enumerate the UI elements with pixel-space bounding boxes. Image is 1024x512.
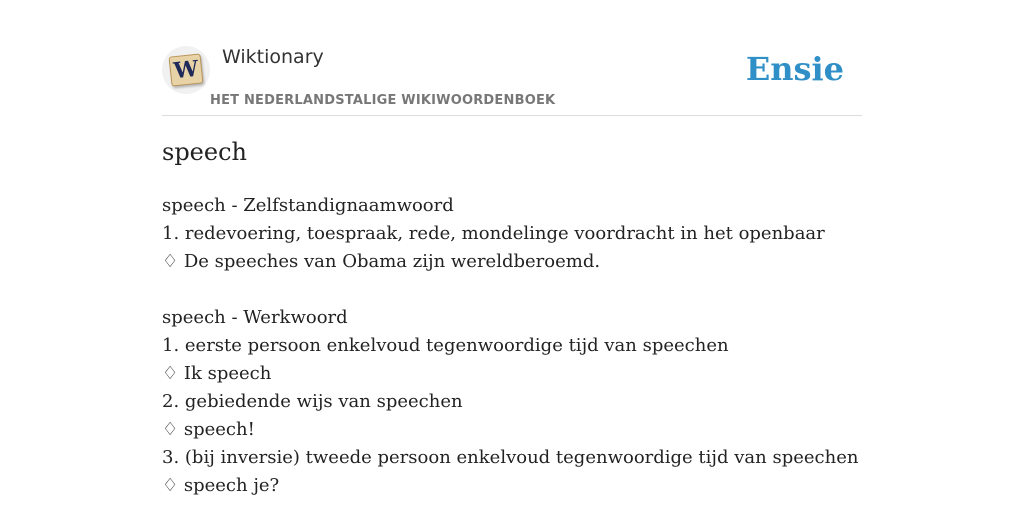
- ensie-brand-link[interactable]: Ensie: [745, 50, 844, 88]
- example-line: ♢ speech!: [162, 419, 255, 440]
- example-line: ♢ Ik speech: [162, 363, 272, 384]
- definition-line: 1. redevoering, toespraak, rede, mondelinge voordracht in het openbaar: [162, 223, 825, 244]
- site-name[interactable]: Wiktionary: [222, 46, 324, 68]
- section-verb: [162, 304, 862, 500]
- section-heading: speech - Zelfstandignaamwoord: [162, 195, 454, 216]
- page-title: speech: [162, 138, 247, 166]
- section-noun: [162, 192, 862, 276]
- example-line: ♢ De speeches van Obama zijn wereldberoemd.: [162, 251, 601, 272]
- definition-line: 3. (bij inversie) tweede persoon enkelvoud tegenwoordige tijd van speechen: [162, 447, 859, 468]
- definition-content: [162, 192, 862, 500]
- page: [162, 0, 862, 496]
- section-heading: speech - Werkwoord: [162, 307, 348, 328]
- site-tagline: HET NEDERLANDSTALIGE WIKIWOORDENBOEK: [210, 93, 556, 108]
- example-line: ♢ speech je?: [162, 475, 280, 496]
- site-header: [162, 0, 862, 116]
- definition-line: 1. eerste persoon enkelvoud tegenwoordige tijd van speechen: [162, 335, 729, 356]
- section-gap: [162, 276, 862, 304]
- wiktionary-tile-icon: W: [169, 53, 204, 86]
- wiktionary-logo[interactable]: [162, 46, 210, 94]
- definition-line: 2. gebiedende wijs van speechen: [162, 391, 463, 412]
